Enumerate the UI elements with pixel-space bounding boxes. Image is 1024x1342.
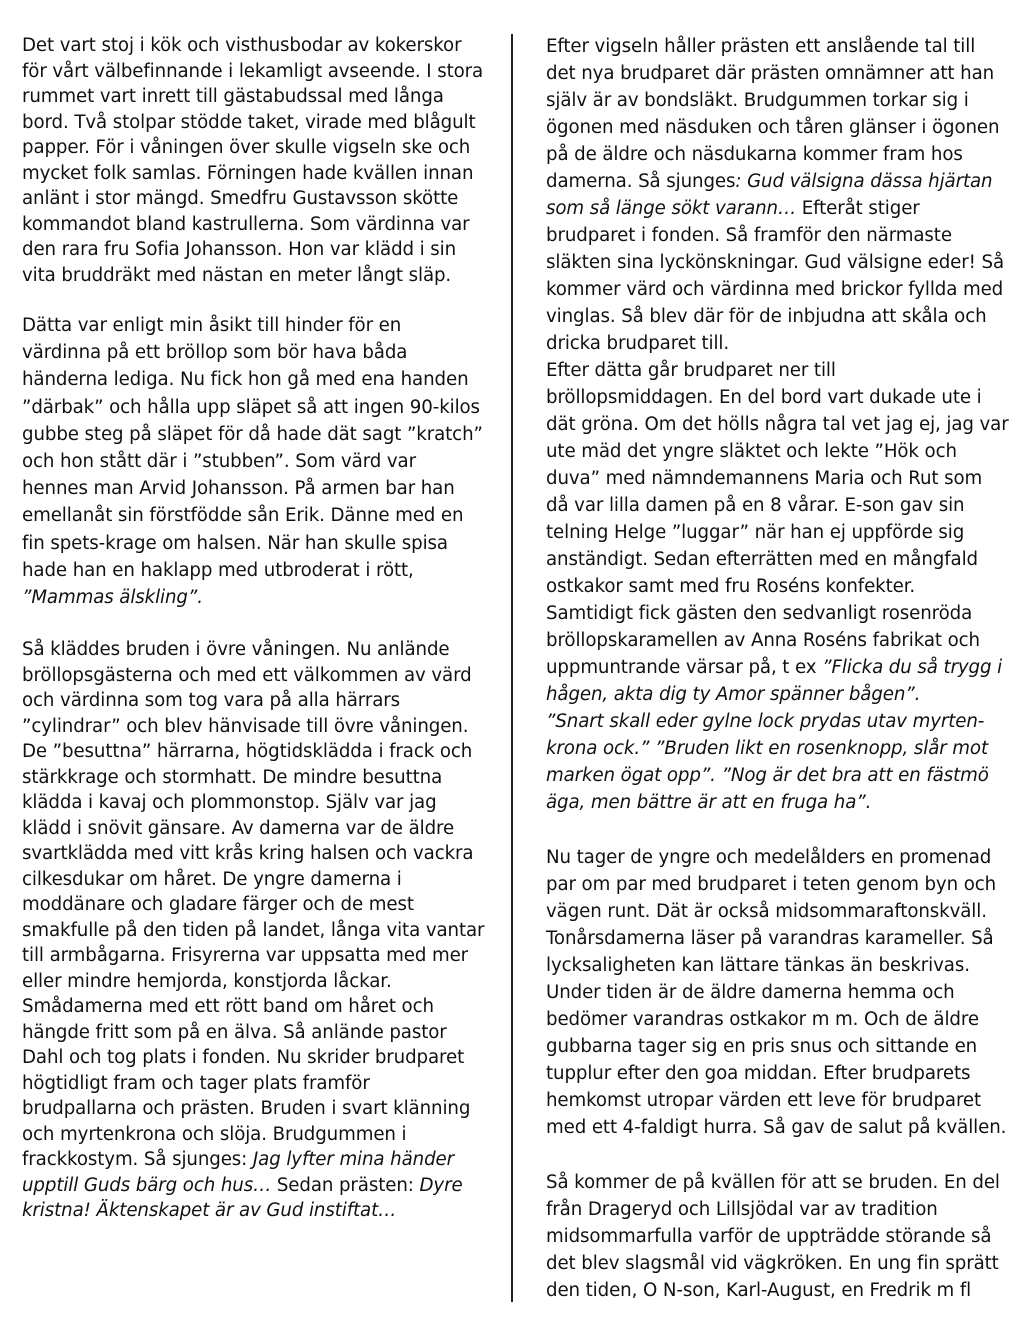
text-line: Efter vigseln håller prästen ett anslående tal till	[546, 36, 976, 57]
text-line: för vårt välbefinnande i lekamligt avseende. I stora	[22, 60, 484, 82]
text-line: lycksaligheten kan lättare tänkas än beskrivas.	[546, 955, 970, 976]
text-line: ostkakor samt med fru Roséns konfekter.	[546, 576, 916, 597]
text-run: uppmuntrande värsar på, t ex	[546, 657, 823, 678]
paragraph-hostess-and-host	[22, 312, 490, 611]
verse-quote: hågen, akta dig ty Amor spänner bågen”.	[546, 684, 921, 705]
text-line	[22, 1173, 490, 1199]
text-line: på de äldre och näsdukarna kommer fram hos	[546, 144, 963, 165]
text-line: bedömer varandras ostkakor m m. Och de äldre	[546, 1009, 979, 1030]
text-line: med ett 4-faldigt hurra. Så gav de salut på kvällen.	[546, 1117, 1007, 1138]
text-line: Dahl och tog plats i fonden. Nu skrider brudparet	[22, 1047, 465, 1069]
verse-quote: marken ögat opp”. ”Nog är det bra att en fästmö	[546, 765, 989, 786]
text-run: damerna. Så sjunges	[546, 171, 736, 192]
text-line: den tiden, O N-son, Karl-August, en Fredrik m fl	[546, 1280, 972, 1301]
text-line: fin spets-krage om halsen. När han skulle spisa	[22, 532, 448, 554]
text-line: telning Helge ”luggar” när han ej uppförde sig	[546, 522, 965, 543]
text-line: De ”besuttna” härrarna, högtidsklädda i frack och	[22, 741, 473, 763]
verse-quote: krona ock.” ”Bruden likt en rosenknopp, slår mot	[546, 738, 988, 759]
text-line: dricka brudparet till.	[546, 333, 730, 354]
text-line: bröllopskaramellen av Anna Roséns fabrikat och	[546, 630, 980, 651]
text-line: kommandot bland kastrullerna. Som värdinna var	[22, 213, 470, 235]
text-line: klädda i kavaj och plommonstop. Själv var jag	[22, 792, 437, 814]
text-line	[22, 1147, 490, 1173]
verse-quote: äga, men bättre är att en fruga ha”.	[546, 792, 872, 813]
text-run: frackkostym. Så sjunges:	[22, 1149, 253, 1171]
text-line: det nya brudparet där prästen omnämner att han	[546, 63, 995, 84]
text-line: till armbågarna. Frisyrerna var uppsatta med mer	[22, 945, 469, 967]
text-run: Efteråt stiger	[796, 198, 920, 219]
text-line: och myrtenkrona och slöja. Brudgummen i	[22, 1123, 407, 1145]
column-divider	[511, 34, 513, 1302]
text-line: ögonen med näsduken och tåren glänser i ögonen	[546, 117, 1000, 138]
text-line: Samtidigt fick gästen den sedvanligt rosenröda	[546, 603, 973, 624]
text-line: Dätta var enligt min åsikt till hinder för en	[22, 315, 402, 336]
text-line: då var lilla damen på en 8 vårar. E-son gav sin	[546, 495, 965, 516]
text-line: Det vart stoj i kök och visthusbodar av kokerskor	[22, 35, 462, 56]
text-line: värdinna på ett bröllop som bör hava båda	[22, 342, 408, 364]
text-line: emellanåt sin förstfödde sån Erik. Dänne med en	[22, 505, 464, 527]
text-line: tupplur efter den goa middan. Efter brudparets	[546, 1063, 971, 1084]
text-line: hängde fritt som på en älva. Så anlände pastor	[22, 1021, 447, 1043]
text-line: vinglas. Så blev där för de inbjudna att skåla och	[546, 306, 987, 327]
text-line: anständigt. Sedan efterrätten med en mångfald	[546, 549, 978, 570]
text-line: gubbe steg på släpet för då hade dät sagt ”kratch”	[22, 423, 483, 445]
text-line: från Drageryd och Lillsjödal var av tradition	[546, 1199, 938, 1220]
left-column	[22, 33, 490, 1224]
text-line: ute mäd det yngre släktet och lekte ”Hök och	[546, 441, 957, 462]
text-line: cilkesdukar om håret. De yngre damerna i	[22, 868, 402, 890]
text-line: gubbarna tager sig en pris snus och sittande en	[546, 1036, 978, 1057]
text-line: hemkomst utropar värden ett leve för brudparet	[546, 1090, 982, 1111]
text-line: duva” med nämndemannens Maria och Rut som	[546, 468, 983, 489]
text-line: Under tiden är de äldre damerna hemma och	[546, 982, 955, 1003]
text-line: smakfulle på den tiden på landet, långa vita vantar	[22, 919, 485, 941]
paragraph-speech-and-dinner	[546, 33, 1009, 816]
text-line-italic: ”Mammas älskling”.	[22, 587, 203, 609]
text-line: kommer värd och värdinna med brickor fyllda med	[546, 279, 1004, 300]
paragraph-kitchen-preparations	[22, 33, 490, 288]
text-line: stärkkrage och stormhatt. De mindre besuttna	[22, 766, 443, 788]
text-line: Efter dätta går brudparet ner till	[546, 360, 836, 381]
text-line: anlänt i stor mängd. Smedfru Gustavsson skötte	[22, 188, 459, 209]
text-line: Så kommer de på kvällen för att se bruden. En del	[546, 1172, 1000, 1193]
paragraph-evening-promenade	[546, 844, 1006, 1141]
text-line: själv är av bondsläkt. Brudgummen torkar sig i	[546, 90, 969, 111]
verse-quote: ”Snart skall eder gylne lock prydas utav myrten-	[546, 711, 985, 732]
text-line: händerna lediga. Nu fick hon gå med ena handen	[22, 369, 469, 391]
text-line: bröllopsmiddagen. En del bord vart dukade ute i	[546, 387, 982, 408]
text-line: bord. Två stolpar stödde taket, virade med blågult	[22, 111, 476, 133]
text-line: moddänare och gladare färger och de mest	[22, 894, 414, 916]
text-line: och hon stått där i ”stubben”. Som värd var	[22, 451, 416, 473]
text-line: Smådamerna med ett rött band om håret och	[22, 996, 434, 1018]
text-line: mycket folk samlas. Förningen hade kvällen innan	[22, 162, 474, 184]
text-line	[546, 195, 1006, 222]
text-line: par om par med brudparet i teten genom byn och	[546, 874, 997, 895]
sermon-quote: kristna! Äktenskapet är av Gud instiftat…	[22, 1200, 397, 1222]
right-column	[546, 33, 1009, 1304]
text-line: svartklädda med vitt krås kring halsen och vackra	[22, 843, 474, 865]
sermon-quote: Dyre	[419, 1174, 463, 1196]
text-line: brudpallarna och prästen. Bruden i svart klänning	[22, 1098, 471, 1120]
text-line: hade han en haklapp med utbroderat i rött,	[22, 559, 414, 581]
text-line: ”därbak” och hålla upp släpet så att ingen 90-kilos	[22, 396, 480, 418]
text-line: Så kläddes bruden i övre våningen. Nu anlände	[22, 639, 450, 661]
text-line	[546, 168, 1006, 195]
text-line: brudparet i fonden. Så framför den närmaste	[546, 225, 952, 246]
paragraph-evening-visitors	[546, 1169, 1006, 1304]
text-line: ”cylindrar” och blev hänvisade till övre våningen.	[22, 715, 469, 737]
verse-quote: ”Flicka du så trygg i	[822, 657, 1003, 678]
text-line: släkten sina lyckönskningar. Gud välsigne eder! Så	[546, 252, 1004, 273]
text-line: vägen runt. Dät är också midsommaraftonskväll.	[546, 901, 987, 922]
text-line: högtidligt fram och tager plats framför	[22, 1072, 370, 1094]
text-line: Tonårsdamerna läser på varandras karameller. Så	[546, 928, 994, 949]
text-line: hennes man Arvid Johansson. På armen bar han	[22, 478, 455, 500]
text-run: Sedan prästen:	[271, 1174, 420, 1196]
text-line: klädd i snövit gänsare. Av damerna var de äldre	[22, 817, 455, 839]
hymn-quote: upptill Guds bärg och hus…	[22, 1174, 272, 1196]
hymn-quote: som så länge sökt varann…	[546, 198, 797, 219]
text-line: och värdinna som tog vara på alla härrars	[22, 690, 401, 712]
hymn-quote: : Gud välsigna dässa hjärtan	[735, 171, 993, 192]
text-line: papper. För i våningen över skulle vigseln ske och	[22, 137, 471, 158]
hymn-quote: Jag lyfter mina händer	[252, 1149, 454, 1171]
text-line: bröllopsgästerna och med ett välkommen av värd	[22, 664, 472, 686]
text-line: eller mindre hemjorda, konstjorda låckar.	[22, 970, 392, 992]
text-line: rummet vart inrett till gästabudssal med långa	[22, 86, 444, 107]
text-line: det blev slagsmål vid vägkröken. En ung fin sprätt	[546, 1253, 999, 1274]
text-line: vita bruddräkt med nästan en meter långt släp.	[22, 264, 452, 286]
text-line: midsommarfulla varför de uppträdde störande så	[546, 1226, 992, 1247]
text-line: den rara fru Sofia Johansson. Hon var klädd i sin	[22, 239, 457, 260]
text-line: dät gröna. Om det hölls några tal vet jag ej, jag var	[546, 414, 1009, 435]
text-line	[546, 654, 1006, 681]
paragraph-guests-and-ceremony	[22, 637, 490, 1224]
text-line: Nu tager de yngre och medelålders en promenad	[546, 847, 992, 868]
